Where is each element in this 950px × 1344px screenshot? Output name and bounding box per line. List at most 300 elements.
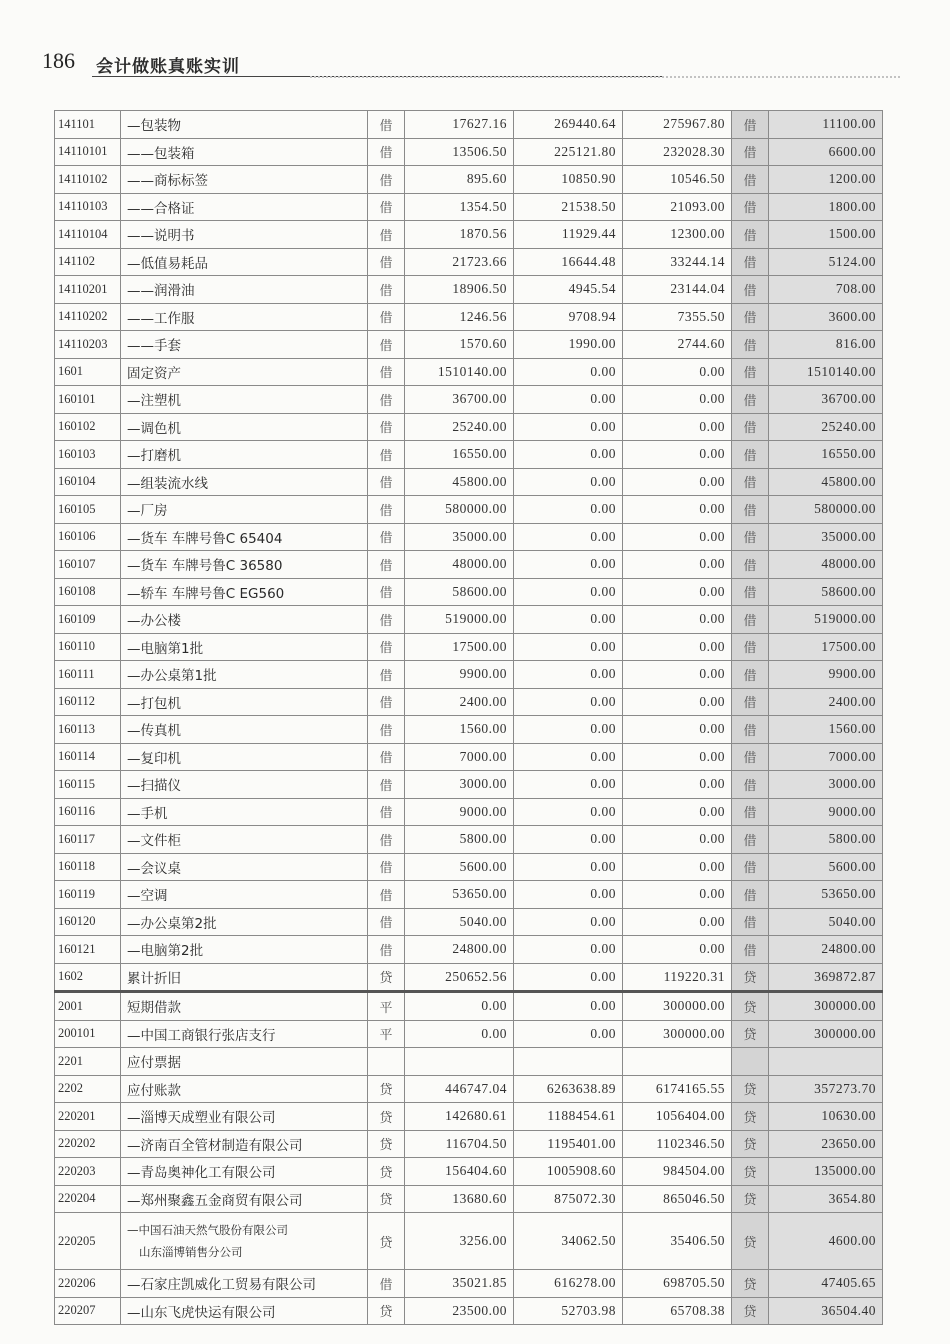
account-code-cell: 160117 [55, 826, 121, 854]
table-row [55, 633, 883, 661]
account-code-cell: 160101 [55, 386, 121, 414]
opening-balance-cell: 5800.00 [405, 826, 514, 854]
debit-amount-cell: 1990.00 [514, 331, 623, 359]
opening-balance-cell: 156404.60 [405, 1158, 514, 1186]
debit-amount-cell: 21538.50 [514, 193, 623, 221]
closing-direction-cell: 借 [732, 358, 769, 386]
account-code-cell: 2202 [55, 1075, 121, 1103]
debit-amount-cell: 269440.64 [514, 111, 623, 139]
opening-direction-cell: 借 [368, 606, 405, 634]
closing-balance-cell: 35000.00 [769, 523, 883, 551]
table-row [55, 331, 883, 359]
account-name-cell: —郑州聚鑫五金商贸有限公司 [121, 1185, 368, 1213]
opening-direction-cell: 借 [368, 551, 405, 579]
closing-direction-cell: 借 [732, 276, 769, 304]
debit-amount-cell: 4945.54 [514, 276, 623, 304]
opening-direction-cell: 借 [368, 826, 405, 854]
debit-amount-cell: 875072.30 [514, 1185, 623, 1213]
account-code-cell: 14110103 [55, 193, 121, 221]
opening-balance-cell: 3256.00 [405, 1213, 514, 1270]
closing-direction-cell: 借 [732, 331, 769, 359]
opening-balance-cell: 17500.00 [405, 633, 514, 661]
debit-amount-cell: 1195401.00 [514, 1130, 623, 1158]
opening-balance-cell: 25240.00 [405, 413, 514, 441]
credit-amount-cell: 0.00 [623, 936, 732, 964]
credit-amount-cell: 65708.38 [623, 1297, 732, 1325]
opening-direction-cell: 借 [368, 771, 405, 799]
opening-balance-cell: 17627.16 [405, 111, 514, 139]
opening-direction-cell: 借 [368, 661, 405, 689]
account-code-cell: 220202 [55, 1130, 121, 1158]
closing-balance-cell: 1510140.00 [769, 358, 883, 386]
closing-balance-cell: 36700.00 [769, 386, 883, 414]
account-name-cell: ——润滑油 [121, 276, 368, 304]
table-row [55, 908, 883, 936]
account-name-cell: 累计折旧 [121, 963, 368, 992]
opening-balance-cell: 45800.00 [405, 468, 514, 496]
opening-balance-cell: 53650.00 [405, 881, 514, 909]
account-code-cell: 160111 [55, 661, 121, 689]
opening-direction-cell: 贷 [368, 1158, 405, 1186]
closing-balance-cell: 4600.00 [769, 1213, 883, 1270]
account-name-line1: —中国石油天然气股份有限公司 [127, 1223, 288, 1237]
closing-direction-cell: 借 [732, 523, 769, 551]
opening-direction-cell: 借 [368, 468, 405, 496]
table-row [55, 413, 883, 441]
credit-amount-cell: 0.00 [623, 606, 732, 634]
account-name-cell: —空调 [121, 881, 368, 909]
closing-balance-cell [769, 1048, 883, 1076]
table-row [55, 468, 883, 496]
closing-balance-cell: 48000.00 [769, 551, 883, 579]
account-code-cell: 141102 [55, 248, 121, 276]
credit-amount-cell: 21093.00 [623, 193, 732, 221]
opening-direction-cell: 借 [368, 908, 405, 936]
table-row [55, 853, 883, 881]
closing-direction-cell: 贷 [732, 992, 769, 1021]
debit-amount-cell: 0.00 [514, 1020, 623, 1048]
opening-balance-cell: 35000.00 [405, 523, 514, 551]
closing-direction-cell: 借 [732, 633, 769, 661]
account-name-cell: —传真机 [121, 716, 368, 744]
account-code-cell: 141101 [55, 111, 121, 139]
closing-balance-cell: 5600.00 [769, 853, 883, 881]
debit-amount-cell: 6263638.89 [514, 1075, 623, 1103]
opening-balance-cell: 895.60 [405, 166, 514, 194]
opening-direction-cell: 借 [368, 716, 405, 744]
table-row [55, 578, 883, 606]
credit-amount-cell: 232028.30 [623, 138, 732, 166]
opening-balance-cell: 3000.00 [405, 771, 514, 799]
credit-amount-cell: 0.00 [623, 881, 732, 909]
debit-amount-cell: 0.00 [514, 551, 623, 579]
opening-direction-cell: 借 [368, 523, 405, 551]
account-code-cell: 220206 [55, 1270, 121, 1298]
opening-direction-cell: 借 [368, 441, 405, 469]
account-code-cell: 160106 [55, 523, 121, 551]
opening-balance-cell: 13506.50 [405, 138, 514, 166]
closing-balance-cell: 1560.00 [769, 716, 883, 744]
credit-amount-cell: 984504.00 [623, 1158, 732, 1186]
debit-amount-cell: 1005908.60 [514, 1158, 623, 1186]
account-code-cell: 220207 [55, 1297, 121, 1325]
credit-amount-cell: 0.00 [623, 551, 732, 579]
opening-direction-cell: 借 [368, 936, 405, 964]
opening-direction-cell: 借 [368, 688, 405, 716]
credit-amount-cell: 0.00 [623, 826, 732, 854]
debit-amount-cell: 0.00 [514, 496, 623, 524]
closing-balance-cell: 25240.00 [769, 413, 883, 441]
debit-amount-cell: 0.00 [514, 578, 623, 606]
closing-direction-cell: 借 [732, 303, 769, 331]
credit-amount-cell: 7355.50 [623, 303, 732, 331]
table-row [55, 248, 883, 276]
closing-balance-cell: 300000.00 [769, 1020, 883, 1048]
closing-direction-cell: 借 [732, 688, 769, 716]
opening-direction-cell: 借 [368, 248, 405, 276]
debit-amount-cell: 0.00 [514, 826, 623, 854]
credit-amount-cell: 0.00 [623, 633, 732, 661]
closing-balance-cell: 17500.00 [769, 633, 883, 661]
account-name-cell: 固定资产 [121, 358, 368, 386]
account-name-cell: —手机 [121, 798, 368, 826]
credit-amount-cell: 0.00 [623, 798, 732, 826]
opening-balance-cell: 116704.50 [405, 1130, 514, 1158]
account-name-cell: —济南百全管材制造有限公司 [121, 1130, 368, 1158]
closing-balance-cell: 300000.00 [769, 992, 883, 1021]
closing-balance-cell: 9900.00 [769, 661, 883, 689]
closing-direction-cell: 借 [732, 386, 769, 414]
closing-direction-cell: 贷 [732, 1213, 769, 1270]
closing-direction-cell: 借 [732, 496, 769, 524]
credit-amount-cell: 0.00 [623, 771, 732, 799]
account-code-cell: 160114 [55, 743, 121, 771]
credit-amount-cell: 0.00 [623, 716, 732, 744]
credit-amount-cell: 0.00 [623, 441, 732, 469]
closing-direction-cell: 借 [732, 853, 769, 881]
account-name-cell: 应付账款 [121, 1075, 368, 1103]
opening-balance-cell: 1570.60 [405, 331, 514, 359]
closing-direction-cell: 借 [732, 771, 769, 799]
closing-direction-cell: 借 [732, 441, 769, 469]
debit-amount-cell: 0.00 [514, 523, 623, 551]
table-row [55, 743, 883, 771]
page-number: 186 [42, 48, 75, 73]
account-name-cell: —注塑机 [121, 386, 368, 414]
credit-amount-cell: 0.00 [623, 523, 732, 551]
account-name-cell: —包装物 [121, 111, 368, 139]
debit-amount-cell: 0.00 [514, 771, 623, 799]
table-row [55, 111, 883, 139]
opening-direction-cell: 贷 [368, 1130, 405, 1158]
closing-direction-cell: 借 [732, 166, 769, 194]
account-code-cell: 14110201 [55, 276, 121, 304]
closing-balance-cell: 1200.00 [769, 166, 883, 194]
opening-direction-cell: 借 [368, 881, 405, 909]
opening-balance-cell: 9900.00 [405, 661, 514, 689]
credit-amount-cell: 698705.50 [623, 1270, 732, 1298]
closing-balance-cell: 357273.70 [769, 1075, 883, 1103]
account-balance-table [54, 110, 883, 1325]
closing-direction-cell: 借 [732, 881, 769, 909]
debit-amount-cell [514, 1048, 623, 1076]
opening-direction-cell: 借 [368, 496, 405, 524]
closing-balance-cell: 7000.00 [769, 743, 883, 771]
opening-direction-cell: 贷 [368, 1185, 405, 1213]
debit-amount-cell: 1188454.61 [514, 1103, 623, 1131]
credit-amount-cell: 6174165.55 [623, 1075, 732, 1103]
account-name-cell: —打包机 [121, 688, 368, 716]
opening-balance-cell: 519000.00 [405, 606, 514, 634]
account-name-cell: ——工作服 [121, 303, 368, 331]
table-row [55, 523, 883, 551]
closing-direction-cell: 借 [732, 111, 769, 139]
debit-amount-cell: 0.00 [514, 743, 623, 771]
debit-amount-cell: 0.00 [514, 798, 623, 826]
table-row [55, 1048, 883, 1076]
closing-direction-cell: 借 [732, 606, 769, 634]
account-code-cell: 160112 [55, 688, 121, 716]
account-code-cell: 14110101 [55, 138, 121, 166]
account-name-cell: —办公楼 [121, 606, 368, 634]
closing-balance-cell: 58600.00 [769, 578, 883, 606]
account-name-cell: —打磨机 [121, 441, 368, 469]
closing-direction-cell: 借 [732, 826, 769, 854]
credit-amount-cell: 0.00 [623, 688, 732, 716]
debit-amount-cell: 52703.98 [514, 1297, 623, 1325]
debit-amount-cell: 0.00 [514, 633, 623, 661]
account-code-cell: 160116 [55, 798, 121, 826]
debit-amount-cell: 0.00 [514, 441, 623, 469]
closing-direction-cell: 借 [732, 936, 769, 964]
opening-direction-cell: 贷 [368, 1075, 405, 1103]
account-code-cell: 160118 [55, 853, 121, 881]
opening-balance-cell: 0.00 [405, 1020, 514, 1048]
account-name-cell: —厂房 [121, 496, 368, 524]
closing-balance-cell: 1500.00 [769, 221, 883, 249]
opening-balance-cell: 13680.60 [405, 1185, 514, 1213]
account-name-cell: —电脑第1批 [121, 633, 368, 661]
closing-balance-cell: 135000.00 [769, 1158, 883, 1186]
closing-balance-cell: 16550.00 [769, 441, 883, 469]
credit-amount-cell: 0.00 [623, 386, 732, 414]
closing-balance-cell: 5124.00 [769, 248, 883, 276]
account-name-cell: 应付票据 [121, 1048, 368, 1076]
credit-amount-cell: 33244.14 [623, 248, 732, 276]
credit-amount-cell: 0.00 [623, 908, 732, 936]
table-row [55, 881, 883, 909]
account-name-cell: —青岛奥神化工有限公司 [121, 1158, 368, 1186]
account-code-cell: 220205 [55, 1213, 121, 1270]
account-code-cell: 1601 [55, 358, 121, 386]
debit-amount-cell: 0.00 [514, 908, 623, 936]
opening-balance-cell: 48000.00 [405, 551, 514, 579]
opening-balance-cell: 250652.56 [405, 963, 514, 992]
table-row [55, 193, 883, 221]
closing-direction-cell: 贷 [732, 1020, 769, 1048]
opening-direction-cell: 借 [368, 331, 405, 359]
opening-direction-cell: 贷 [368, 1213, 405, 1270]
debit-amount-cell: 616278.00 [514, 1270, 623, 1298]
account-name-cell: —中国工商银行张店支行 [121, 1020, 368, 1048]
account-name-cell: —山东飞虎快运有限公司 [121, 1297, 368, 1325]
account-code-cell: 160113 [55, 716, 121, 744]
opening-balance-cell: 1354.50 [405, 193, 514, 221]
credit-amount-cell: 1056404.00 [623, 1103, 732, 1131]
closing-balance-cell: 23650.00 [769, 1130, 883, 1158]
table-row [55, 1297, 883, 1325]
page-title: 会计做账真账实训 [96, 57, 240, 77]
debit-amount-cell: 225121.80 [514, 138, 623, 166]
account-code-cell: 2001 [55, 992, 121, 1021]
opening-balance-cell: 1870.56 [405, 221, 514, 249]
opening-balance-cell [405, 1048, 514, 1076]
credit-amount-cell: 12300.00 [623, 221, 732, 249]
table-row [55, 1130, 883, 1158]
opening-balance-cell: 1510140.00 [405, 358, 514, 386]
account-name-cell: —调色机 [121, 413, 368, 441]
credit-amount-cell: 275967.80 [623, 111, 732, 139]
closing-balance-cell: 5800.00 [769, 826, 883, 854]
credit-amount-cell: 300000.00 [623, 992, 732, 1021]
closing-direction-cell: 借 [732, 138, 769, 166]
debit-amount-cell: 0.00 [514, 936, 623, 964]
table-row [55, 688, 883, 716]
debit-amount-cell: 16644.48 [514, 248, 623, 276]
table-row [55, 716, 883, 744]
closing-balance-cell: 708.00 [769, 276, 883, 304]
opening-direction-cell: 借 [368, 111, 405, 139]
debit-amount-cell: 0.00 [514, 963, 623, 992]
account-name-cell: ——包装箱 [121, 138, 368, 166]
account-name-cell: —货车 车牌号鲁C 65404 [121, 523, 368, 551]
closing-direction-cell: 贷 [732, 1297, 769, 1325]
closing-balance-cell: 5040.00 [769, 908, 883, 936]
closing-direction-cell [732, 1048, 769, 1076]
opening-balance-cell: 446747.04 [405, 1075, 514, 1103]
opening-direction-cell: 借 [368, 138, 405, 166]
opening-direction-cell: 贷 [368, 1297, 405, 1325]
opening-balance-cell: 5600.00 [405, 853, 514, 881]
account-code-cell: 2201 [55, 1048, 121, 1076]
closing-direction-cell: 借 [732, 908, 769, 936]
debit-amount-cell: 11929.44 [514, 221, 623, 249]
debit-amount-cell: 0.00 [514, 688, 623, 716]
account-name-cell: —货车 车牌号鲁C 36580 [121, 551, 368, 579]
opening-balance-cell: 35021.85 [405, 1270, 514, 1298]
closing-balance-cell: 369872.87 [769, 963, 883, 992]
closing-direction-cell: 借 [732, 221, 769, 249]
credit-amount-cell: 35406.50 [623, 1213, 732, 1270]
debit-amount-cell: 0.00 [514, 853, 623, 881]
credit-amount-cell: 2744.60 [623, 331, 732, 359]
closing-balance-cell: 2400.00 [769, 688, 883, 716]
closing-balance-cell: 11100.00 [769, 111, 883, 139]
closing-balance-cell: 45800.00 [769, 468, 883, 496]
table-row [55, 441, 883, 469]
account-code-cell: 160103 [55, 441, 121, 469]
opening-direction-cell: 借 [368, 276, 405, 304]
opening-direction-cell [368, 1048, 405, 1076]
opening-direction-cell: 借 [368, 193, 405, 221]
account-name-cell: —组装流水线 [121, 468, 368, 496]
table-row [55, 358, 883, 386]
closing-balance-cell: 10630.00 [769, 1103, 883, 1131]
account-name-cell: 短期借款 [121, 992, 368, 1021]
account-code-cell: 160108 [55, 578, 121, 606]
debit-amount-cell: 9708.94 [514, 303, 623, 331]
table-row [55, 992, 883, 1021]
account-name-cell: —淄博天成塑业有限公司 [121, 1103, 368, 1131]
closing-balance-cell: 6600.00 [769, 138, 883, 166]
ledger-body [55, 111, 883, 1325]
account-code-cell: 160109 [55, 606, 121, 634]
opening-balance-cell: 24800.00 [405, 936, 514, 964]
opening-balance-cell: 0.00 [405, 992, 514, 1021]
debit-amount-cell: 0.00 [514, 881, 623, 909]
account-code-cell: 200101 [55, 1020, 121, 1048]
account-code-cell: 14110104 [55, 221, 121, 249]
account-name-cell: —文件柜 [121, 826, 368, 854]
dotted-divider [310, 76, 900, 78]
table-row [55, 826, 883, 854]
opening-direction-cell: 借 [368, 221, 405, 249]
opening-balance-cell: 142680.61 [405, 1103, 514, 1131]
account-name-cell: ——说明书 [121, 221, 368, 249]
table-row [55, 1270, 883, 1298]
debit-amount-cell: 0.00 [514, 413, 623, 441]
closing-direction-cell: 贷 [732, 963, 769, 992]
credit-amount-cell: 0.00 [623, 413, 732, 441]
closing-direction-cell: 借 [732, 468, 769, 496]
page-header [42, 48, 632, 78]
account-name-cell: —复印机 [121, 743, 368, 771]
closing-balance-cell: 816.00 [769, 331, 883, 359]
closing-balance-cell: 3600.00 [769, 303, 883, 331]
account-code-cell: 160107 [55, 551, 121, 579]
closing-balance-cell: 3000.00 [769, 771, 883, 799]
closing-balance-cell: 9000.00 [769, 798, 883, 826]
table-row [55, 496, 883, 524]
closing-direction-cell: 借 [732, 413, 769, 441]
closing-direction-cell: 借 [732, 716, 769, 744]
table-row [55, 551, 883, 579]
table-row [55, 1158, 883, 1186]
debit-amount-cell: 0.00 [514, 661, 623, 689]
credit-amount-cell: 23144.04 [623, 276, 732, 304]
account-code-cell: 160110 [55, 633, 121, 661]
account-name-cell: —会议桌 [121, 853, 368, 881]
credit-amount-cell: 0.00 [623, 468, 732, 496]
account-code-cell: 160104 [55, 468, 121, 496]
account-name-cell: ——手套 [121, 331, 368, 359]
table-row [55, 1020, 883, 1048]
account-name-cell [121, 1213, 368, 1270]
opening-balance-cell: 580000.00 [405, 496, 514, 524]
closing-direction-cell: 借 [732, 798, 769, 826]
opening-direction-cell: 平 [368, 1020, 405, 1048]
closing-balance-cell: 24800.00 [769, 936, 883, 964]
opening-direction-cell: 借 [368, 578, 405, 606]
credit-amount-cell: 10546.50 [623, 166, 732, 194]
opening-direction-cell: 借 [368, 358, 405, 386]
table-row [55, 606, 883, 634]
closing-direction-cell: 借 [732, 661, 769, 689]
account-name-cell: —办公桌第1批 [121, 661, 368, 689]
opening-balance-cell: 1560.00 [405, 716, 514, 744]
opening-balance-cell: 18906.50 [405, 276, 514, 304]
closing-direction-cell: 贷 [732, 1103, 769, 1131]
